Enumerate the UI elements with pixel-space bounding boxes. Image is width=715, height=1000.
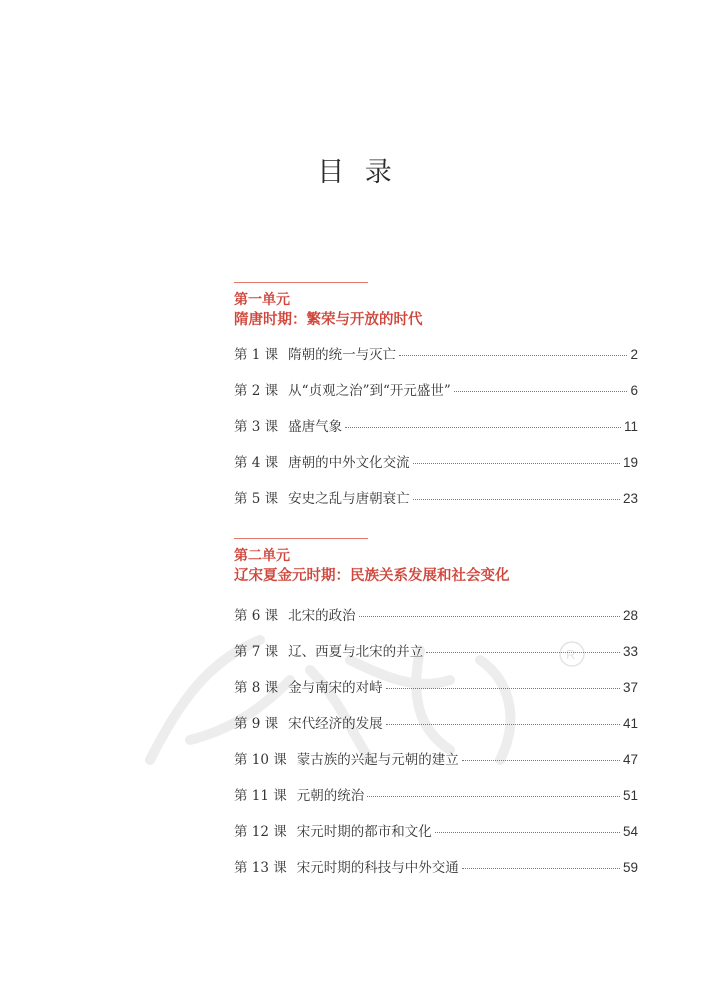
page-number: 54 bbox=[622, 824, 638, 839]
lesson-number: 第 4 课 bbox=[234, 455, 279, 471]
lesson-number: 第 13 课 bbox=[234, 860, 287, 876]
dot-leader bbox=[454, 391, 628, 392]
toc-entry[interactable] bbox=[234, 451, 638, 487]
page-title: 目 录 bbox=[317, 157, 398, 188]
page-number: 6 bbox=[630, 383, 638, 398]
unit-divider bbox=[234, 282, 368, 283]
toc-entry[interactable] bbox=[234, 856, 638, 892]
dot-leader bbox=[413, 499, 620, 500]
lesson-title: 隋朝的统一与灭亡 bbox=[288, 347, 397, 363]
lesson-number: 第 9 课 bbox=[234, 716, 279, 732]
dot-leader bbox=[359, 616, 620, 617]
lesson-number: 第 6 课 bbox=[234, 608, 279, 624]
toc-entry[interactable] bbox=[234, 343, 638, 379]
dot-leader bbox=[462, 868, 620, 869]
dot-leader bbox=[413, 463, 620, 464]
lesson-number: 第 11 课 bbox=[234, 788, 287, 804]
toc-entry[interactable] bbox=[234, 415, 638, 451]
lesson-number: 第 8 课 bbox=[234, 680, 279, 696]
unit-heading-1 bbox=[234, 282, 638, 330]
toc-entry[interactable] bbox=[234, 379, 638, 415]
lesson-number: 第 12 课 bbox=[234, 824, 287, 840]
page-number: 2 bbox=[630, 347, 638, 362]
page-number: 47 bbox=[622, 752, 638, 767]
toc-entry[interactable] bbox=[234, 487, 638, 523]
page-number: 11 bbox=[623, 419, 638, 434]
page-number: 41 bbox=[622, 716, 638, 731]
lesson-number: 第 3 课 bbox=[234, 419, 279, 435]
lesson-title: 宋代经济的发展 bbox=[288, 716, 383, 732]
toc-entry[interactable] bbox=[234, 712, 638, 748]
lesson-title: 安史之乱与唐朝衰亡 bbox=[288, 491, 410, 507]
lesson-title: 蒙古族的兴起与元朝的建立 bbox=[296, 752, 459, 768]
page-number: 51 bbox=[622, 788, 638, 803]
unit-number: 第一单元 bbox=[234, 292, 290, 308]
dot-leader bbox=[386, 724, 620, 725]
toc-entry[interactable] bbox=[234, 676, 638, 712]
page-number: 59 bbox=[622, 860, 638, 875]
dot-leader bbox=[345, 427, 621, 428]
page-number: 37 bbox=[622, 680, 638, 695]
dot-leader bbox=[399, 355, 627, 356]
toc-entry[interactable] bbox=[234, 748, 638, 784]
unit-divider bbox=[234, 538, 368, 539]
lesson-list-unit-1 bbox=[234, 343, 638, 523]
lesson-number: 第 2 课 bbox=[234, 383, 279, 399]
lesson-title: 北宋的政治 bbox=[288, 608, 356, 624]
page-number: 23 bbox=[622, 491, 638, 506]
lesson-title: 从“贞观之治”到“开元盛世” bbox=[288, 383, 451, 399]
toc-entry[interactable] bbox=[234, 604, 638, 640]
toc-entry[interactable] bbox=[234, 820, 638, 856]
page-number: 28 bbox=[622, 608, 638, 623]
svg-text:R: R bbox=[566, 647, 576, 662]
lesson-list-unit-2 bbox=[234, 604, 638, 892]
toc-entry[interactable] bbox=[234, 640, 638, 676]
lesson-title: 元朝的统治 bbox=[296, 788, 365, 804]
lesson-title: 盛唐气象 bbox=[288, 419, 343, 435]
dot-leader bbox=[462, 760, 620, 761]
lesson-number: 第 7 课 bbox=[234, 644, 279, 660]
page-number: 19 bbox=[622, 455, 638, 470]
lesson-number: 第 10 课 bbox=[234, 752, 287, 768]
dot-leader bbox=[426, 652, 620, 653]
lesson-title: 辽、西夏与北宋的并立 bbox=[288, 644, 424, 660]
dot-leader bbox=[386, 688, 620, 689]
dot-leader bbox=[367, 796, 620, 797]
unit-title: 辽宋夏金元时期：民族关系发展和社会变化 bbox=[234, 567, 510, 584]
lesson-number: 第 5 课 bbox=[234, 491, 279, 507]
lesson-title: 金与南宋的对峙 bbox=[288, 680, 383, 696]
unit-number: 第二单元 bbox=[234, 548, 290, 564]
lesson-title: 唐朝的中外文化交流 bbox=[288, 455, 410, 471]
toc-entry[interactable] bbox=[234, 784, 638, 820]
unit-heading-2 bbox=[234, 538, 638, 586]
unit-title: 隋唐时期：繁荣与开放的时代 bbox=[234, 311, 423, 328]
lesson-title: 宋元时期的科技与中外交通 bbox=[296, 860, 459, 876]
lesson-number: 第 1 课 bbox=[234, 347, 279, 363]
lesson-title: 宋元时期的都市和文化 bbox=[296, 824, 432, 840]
dot-leader bbox=[435, 832, 620, 833]
page-number: 33 bbox=[622, 644, 638, 659]
